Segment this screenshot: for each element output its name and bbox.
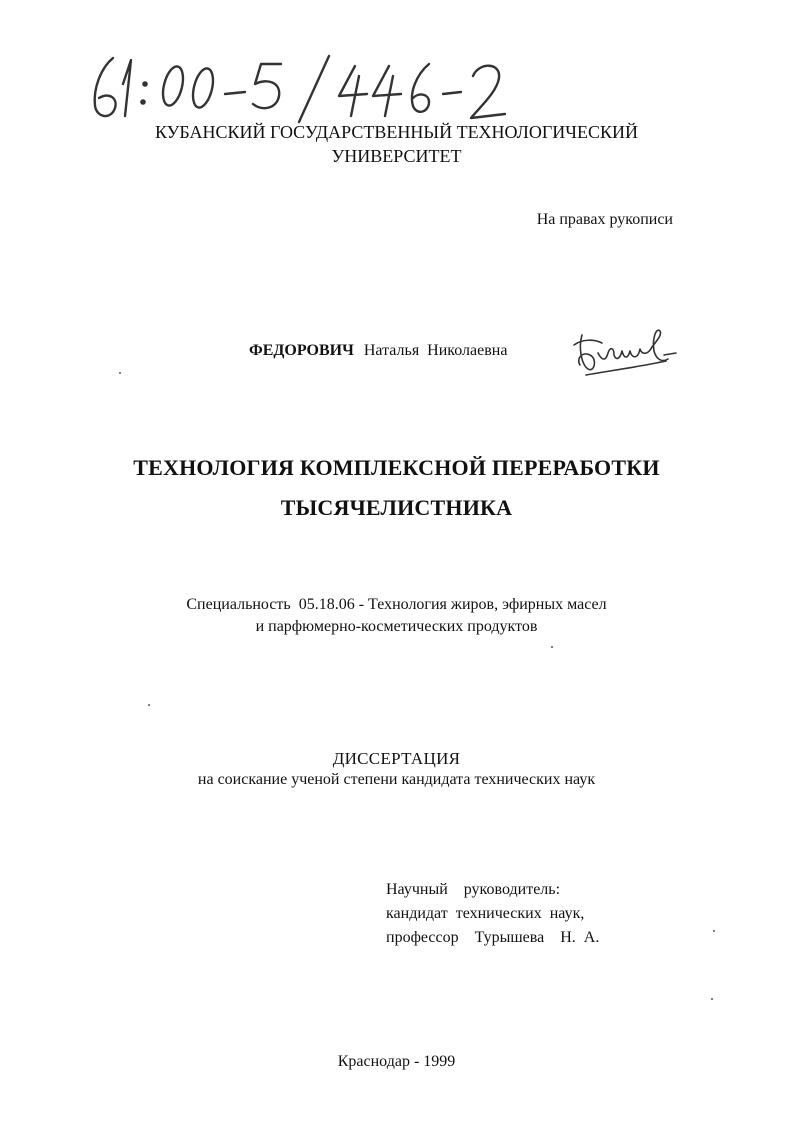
scan-speck — [119, 372, 121, 374]
manuscript-rights-note: На правах рукописи — [536, 211, 673, 228]
author-given-names: Наталья Николаевна — [363, 342, 508, 359]
supervisor-line-3: профессор Турышева Н. А. — [386, 929, 600, 946]
scan-speck — [148, 704, 150, 706]
supervisor-block — [386, 878, 599, 950]
author-signature — [568, 325, 678, 380]
dissertation-subtitle: на соискание ученой степени кандидата технических наук — [197, 771, 596, 788]
university-name — [0, 120, 793, 168]
title-line-2: ТЫСЯЧЕЛИСТНИКА — [280, 495, 513, 520]
supervisor-line-1: Научный руководитель: — [386, 881, 561, 898]
supervisor-line-2: кандидат технических наук, — [386, 905, 585, 922]
dissertation-title — [0, 448, 793, 528]
title-line-1: ТЕХНОЛОГИЯ КОМПЛЕКСНОЙ ПЕРЕРАБОТКИ — [133, 455, 660, 480]
scan-speck — [711, 998, 713, 1000]
dissertation-block — [0, 748, 793, 790]
handwritten-catalog-number — [85, 50, 525, 130]
specialty-line-2: и парфюмерно-косметических продуктов — [255, 618, 538, 635]
specialty-block — [0, 594, 793, 638]
city-and-year: Краснодар - 1999 — [337, 1053, 456, 1070]
author-line — [249, 342, 507, 360]
scan-speck — [551, 646, 553, 648]
university-line-2: УНИВЕРСИТЕТ — [331, 146, 462, 166]
scan-speck — [713, 930, 715, 932]
dissertation-heading: ДИССЕРТАЦИЯ — [332, 749, 461, 768]
specialty-line-1: Специальность 05.18.06 - Технология жиров, эфирных масел — [186, 596, 607, 613]
author-surname: ФЕДОРОВИЧ — [249, 342, 354, 359]
university-line-1: КУБАНСКИЙ ГОСУДАРСТВЕННЫЙ ТЕХНОЛОГИЧЕСКИЙ — [155, 122, 638, 142]
